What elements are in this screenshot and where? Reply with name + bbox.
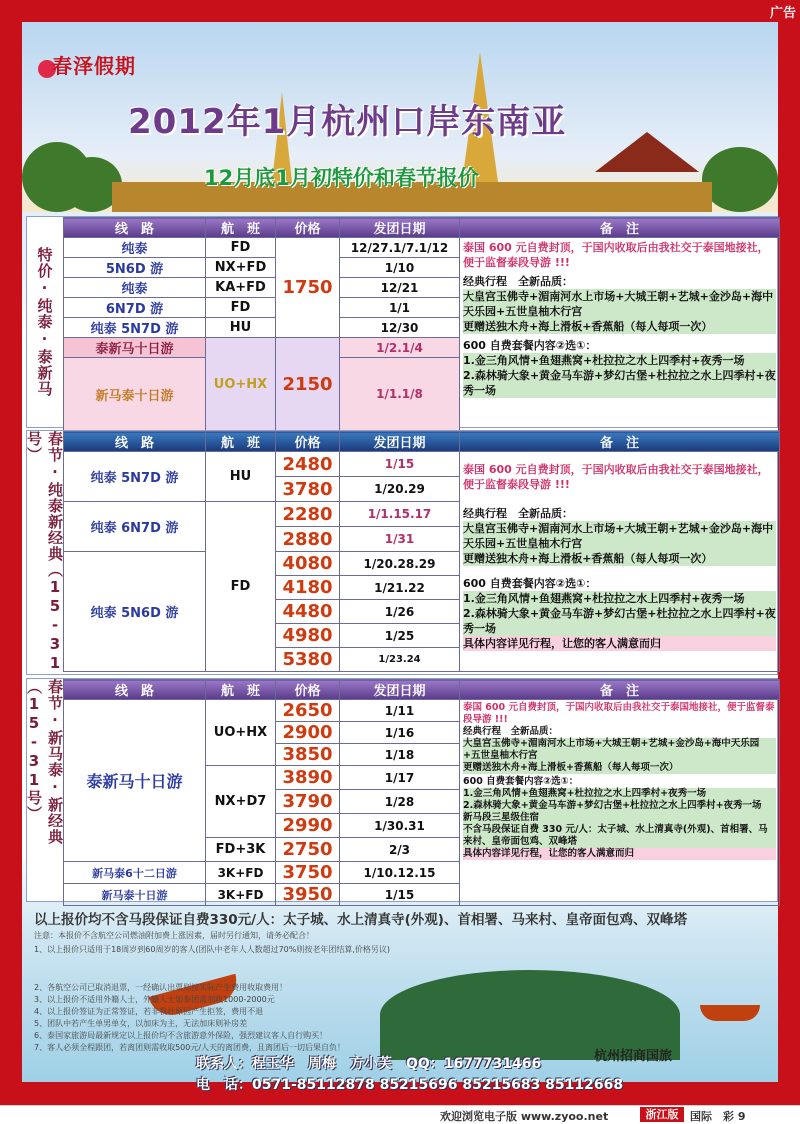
route-cell: 新马泰十日游	[64, 884, 206, 906]
price-cell: 3890	[276, 766, 340, 790]
date-cell: 1/1.1/8	[340, 358, 460, 431]
note-line: 大皇宫玉佛寺+湄南河水上市场+大城王朝+艺城+金沙岛+海中天乐园+五世皇柚木行宫	[463, 289, 776, 319]
flight-cell: NX+FD	[206, 258, 276, 278]
route-cell: 新马泰6十二日游	[64, 862, 206, 884]
price-cell: 2750	[276, 838, 340, 862]
fine-print: 6、泰国家旅游局最新规定以上报价均不含旅游意外保险，强烈建议客人自行购买！	[34, 1031, 328, 1040]
date-cell: 1/1.15.17	[340, 502, 460, 527]
col-route: 线 路	[64, 218, 206, 238]
flight-cell: 3K+FD	[206, 862, 276, 884]
col-date: 发团日期	[340, 680, 460, 700]
price-cell: 2150	[276, 338, 340, 431]
price-cell: 3790	[276, 790, 340, 814]
brand-logo: 春泽假期	[52, 54, 136, 78]
price-table	[63, 217, 780, 431]
note-line: 泰国 600 元自费封顶，于国内收取后由我社交于泰国地接社，便于监督泰段导游 !!!	[463, 702, 775, 725]
fine-print: 4、以上报价签证为正常签证，若非我社原因产生拒签，费用不退	[34, 1007, 264, 1016]
col-date: 发团日期	[340, 432, 460, 452]
note-line: 大皇宫玉佛寺+湄南河水上市场+大城王朝+艺城+金沙岛+海中天乐园+五世皇柚木行宫	[463, 521, 776, 551]
contact-people: 联系人：程玉华 周梅 方小芙 QQ：1677731466	[196, 1056, 542, 1072]
price-cell: 1750	[276, 238, 340, 338]
note-line: 更赠送独木舟+海上滑板+香蕉船（每人每项一次）	[463, 319, 776, 334]
note-line: 更赠送独木舟+海上滑板+香蕉船（每人每项一次）	[463, 762, 776, 774]
route-cell: 泰新马十日游	[64, 700, 206, 862]
date-cell: 1/1	[340, 298, 460, 318]
price-cell: 3780	[276, 477, 340, 502]
col-notes: 备 注	[460, 218, 780, 238]
section-spring-thai	[26, 430, 778, 675]
fine-print: 3、以上报价不适用外籍人士，外籍人士如参团需加收1000-2000元	[34, 995, 275, 1004]
fine-print: 7、客人必须全程跟团，若离团则需收取500元/人天的离团费，且离团后一切后果自负！	[34, 1043, 346, 1052]
date-cell: 12/30	[340, 318, 460, 338]
price-cell: 2280	[276, 502, 340, 527]
route-cell: 纯泰	[64, 278, 206, 298]
flight-cell: KA+FD	[206, 278, 276, 298]
col-price: 价格	[276, 680, 340, 700]
price-cell: 4980	[276, 624, 340, 648]
col-route: 线 路	[64, 432, 206, 452]
contact-phone: 电 话：0571-85112878 85215696 85215683 85112668	[196, 1077, 624, 1093]
route-cell: 纯泰	[64, 238, 206, 258]
ad-tag: 广告	[769, 6, 796, 21]
section-side-label: 春节·纯泰新经典（15-31号）	[25, 431, 64, 673]
date-cell: 1/23.24	[340, 648, 460, 672]
price-cell: 2990	[276, 814, 340, 838]
col-flight: 航 班	[206, 218, 276, 238]
fine-print: 注意：本报价不含航空公司燃油附加费上涨因素，届时另行通知，请务必配合！	[34, 931, 314, 940]
note-line: 大皇宫玉佛寺+湄南河水上市场+大城王朝+艺城+金沙岛+海中天乐园+五世皇柚木行宫	[463, 738, 776, 762]
flight-cell: FD	[206, 298, 276, 318]
note-line: 更赠送独木舟+海上滑板+香蕉船（每人每项一次）	[463, 551, 776, 566]
col-notes: 备 注	[460, 432, 780, 452]
route-cell: 泰新马十日游	[64, 338, 206, 358]
note-line: 1.金三角风情+鱼翅燕窝+杜拉拉之水上四季村+夜秀一场	[463, 788, 776, 800]
note-line: 具体内容详见行程，让您的客人满意而归	[463, 636, 776, 651]
agency-name: 杭州招商国旅	[594, 1049, 673, 1064]
flight-cell: FD	[206, 238, 276, 258]
price-cell: 3950	[276, 884, 340, 906]
col-date: 发团日期	[340, 218, 460, 238]
date-cell: 1/21.22	[340, 576, 460, 600]
date-cell: 2/3	[340, 838, 460, 862]
price-cell: 2650	[276, 700, 340, 722]
note-line: 2.森林骑大象+黄金马车游+梦幻古堡+杜拉拉之水上四季村+夜秀一场	[463, 369, 776, 397]
notes-cell	[460, 452, 780, 672]
flight-cell: FD	[206, 502, 276, 672]
notes-cell	[460, 238, 780, 431]
price-cell: 4080	[276, 552, 340, 576]
price-cell: 3750	[276, 862, 340, 884]
boat-shape	[700, 1005, 760, 1021]
date-cell: 1/11	[340, 700, 460, 722]
note-line: 2.森林骑大象+黄金马车游+梦幻古堡+杜拉拉之水上四季村+夜秀一场	[463, 800, 776, 812]
date-cell: 1/10.12.15	[340, 862, 460, 884]
fine-print: 5、团队中若产生单男单女，以加床为主，无法加床则补房差	[34, 1019, 248, 1028]
flight-cell: NX+D7	[206, 766, 276, 838]
page-title: 2012年1月杭州口岸东南亚	[128, 102, 567, 142]
col-flight: 航 班	[206, 680, 276, 700]
date-cell: 1/10	[340, 258, 460, 278]
note-line: 600 自费套餐内容②选①：	[463, 776, 579, 787]
date-cell: 1/16	[340, 722, 460, 744]
route-cell: 新马泰十日游	[64, 358, 206, 431]
page-number: 国际 彩 9	[690, 1110, 746, 1123]
flight-cell: UO+HX	[206, 338, 276, 431]
route-cell: 纯泰 6N7D 游	[64, 502, 206, 552]
note-line: 600 自费套餐内容②选①：	[463, 577, 597, 590]
price-cell: 2880	[276, 527, 340, 552]
note-line: 具体内容详见行程，让您的客人满意而归	[463, 848, 776, 860]
fine-print: 2、各航空公司已取消退票，一经确认出票则按实际产生费用收取费用！	[34, 983, 288, 992]
bottom-bar	[0, 1105, 800, 1123]
flight-cell: 3K+FD	[206, 884, 276, 906]
note-line: 经典行程 全新品质：	[463, 275, 573, 288]
footer-note: 以上报价均不含马段保证自费330元/人：太子城、水上清真寺(外观)、首相署、马来村、皇帝面包鸡、双峰塔	[34, 912, 687, 928]
date-cell: 1/20.28.29	[340, 552, 460, 576]
flight-cell: HU	[206, 318, 276, 338]
col-flight: 航 班	[206, 432, 276, 452]
date-cell: 1/26	[340, 600, 460, 624]
notes-cell	[460, 700, 780, 906]
tree-shape	[702, 147, 778, 212]
note-line: 1.金三角风情+鱼翅燕窝+杜拉拉之水上四季村+夜秀一场	[463, 353, 776, 368]
site-link[interactable]: 欢迎浏览电子版 www.zyoo.net	[440, 1110, 609, 1123]
fine-print: 1、以上报价只适用于18周岁到60周岁的客人(团队中老年人人数超过70%则按老年团结算,价格另议)	[34, 945, 391, 954]
price-table	[63, 431, 780, 672]
note-line: 600 自费套餐内容②选①：	[463, 339, 597, 352]
date-cell: 1/18	[340, 744, 460, 766]
section-special	[26, 216, 778, 428]
route-cell: 纯泰 5N6D 游	[64, 552, 206, 672]
date-cell: 12/27.1/7.1/12	[340, 238, 460, 258]
date-cell: 1/31	[340, 527, 460, 552]
flight-cell: UO+HX	[206, 700, 276, 766]
price-cell: 5380	[276, 648, 340, 672]
route-cell: 5N6D 游	[64, 258, 206, 278]
note-line: 泰国 600 元自费封顶，于国内收取后由我社交于泰国地接社，便于监督泰段导游 !!!	[463, 241, 769, 269]
section-side-label: 春节·新马泰·新经典（15-31号）	[27, 679, 63, 901]
price-cell: 3850	[276, 744, 340, 766]
route-cell: 6N7D 游	[64, 298, 206, 318]
note-line: 泰国 600 元自费封顶，于国内收取后由我社交于泰国地接社，便于监督泰段导游 !!!	[463, 463, 769, 491]
col-notes: 备 注	[460, 680, 780, 700]
section-spring-nmt	[25, 678, 778, 905]
col-price: 价格	[276, 432, 340, 452]
date-cell: 1/17	[340, 766, 460, 790]
flight-cell: FD+3K	[206, 838, 276, 862]
date-cell: 1/28	[340, 790, 460, 814]
date-cell: 1/15	[340, 884, 460, 906]
price-cell: 4180	[276, 576, 340, 600]
price-cell: 2480	[276, 452, 340, 477]
date-cell: 1/25	[340, 624, 460, 648]
date-cell: 1/2.1/4	[340, 338, 460, 358]
note-line: 2.森林骑大象+黄金马车游+梦幻古堡+杜拉拉之水上四季村+夜秀一场	[463, 607, 776, 635]
edition-badge: 浙江版	[640, 1107, 684, 1122]
page-subtitle: 12月底1月初特价和春节报价	[204, 166, 479, 190]
section-side-label: 特价·纯泰·泰新马	[27, 217, 63, 427]
price-cell: 2900	[276, 722, 340, 744]
route-cell: 纯泰 5N7D 游	[64, 452, 206, 502]
price-table	[63, 679, 780, 906]
flight-cell: HU	[206, 452, 276, 502]
note-line: 经典行程 全新品质：	[463, 726, 559, 737]
date-cell: 1/15	[340, 452, 460, 477]
note-line: 不含马段保证自费 330 元/人：太子城、水上清真寺(外观)、首相署、马来村、皇帝面包鸡、双峰塔	[463, 824, 776, 848]
col-route: 线 路	[64, 680, 206, 700]
price-cell: 4480	[276, 600, 340, 624]
date-cell: 1/30.31	[340, 814, 460, 838]
route-cell: 纯泰 5N7D 游	[64, 318, 206, 338]
note-line: 新马段三星级住宿	[463, 812, 776, 824]
date-cell: 12/21	[340, 278, 460, 298]
note-line: 1.金三角风情+鱼翅燕窝+杜拉拉之水上四季村+夜秀一场	[463, 591, 776, 606]
col-price: 价格	[276, 218, 340, 238]
note-line: 经典行程 全新品质：	[463, 507, 573, 520]
date-cell: 1/20.29	[340, 477, 460, 502]
